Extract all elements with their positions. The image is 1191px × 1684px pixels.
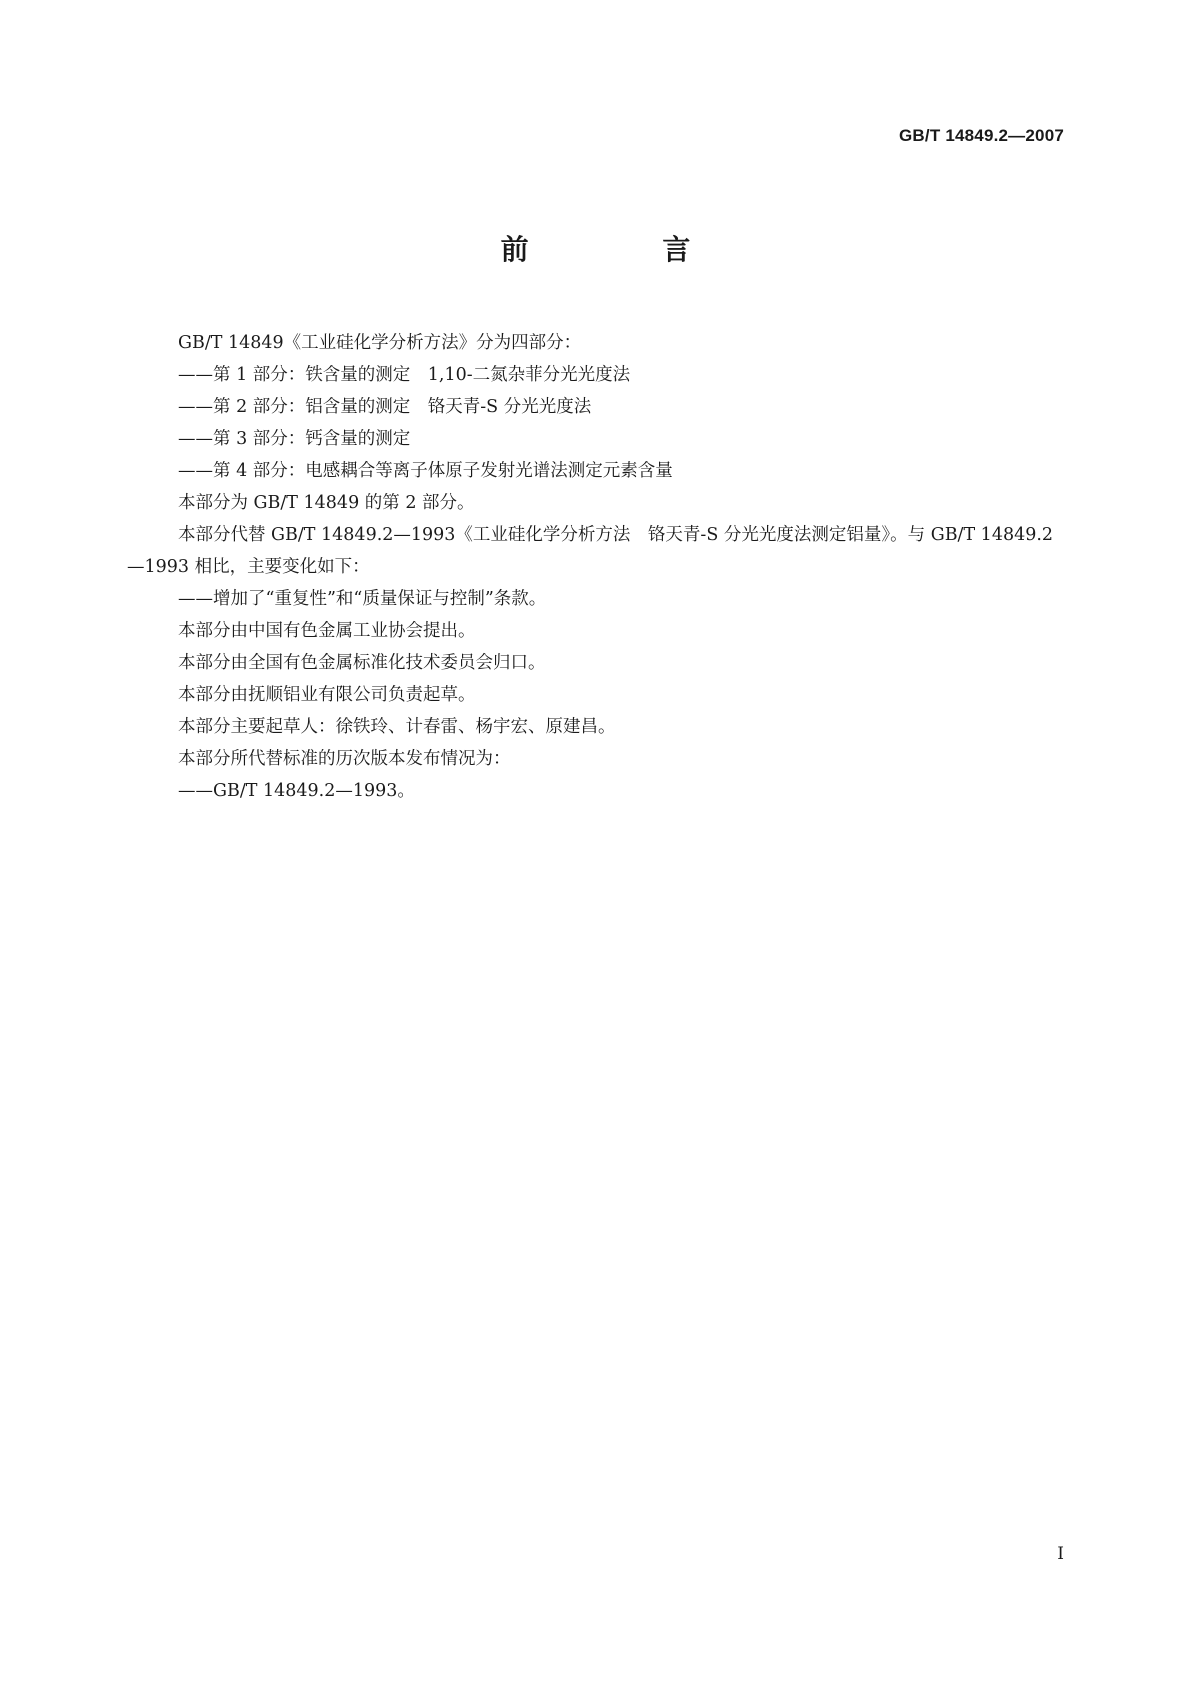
standard-code: GB/T 14849.2—2007	[899, 126, 1064, 145]
paragraph: 本部分代替 GB/T 14849.2—1993《工业硅化学分析方法 铬天青-S 分光光度法测定铝量》。与 GB/T 14849.2—1993 相比，主要变化如下：	[127, 525, 1054, 577]
list-item: ——第 4 部分：电感耦合等离子体原子发射光谱法测定元素含量	[178, 461, 673, 481]
foreword-body	[127, 327, 1064, 807]
list-item: ——第 2 部分：铝含量的测定 铬天青-S 分光光度法	[178, 397, 592, 417]
paragraph: 本部分为 GB/T 14849 的第 2 部分。	[178, 493, 475, 513]
paragraph: 本部分由全国有色金属标准化技术委员会归口。	[178, 653, 546, 673]
page-title: 前 言	[500, 233, 753, 266]
list-item: ——第 3 部分：钙含量的测定	[178, 429, 411, 449]
page-number: I	[1057, 1544, 1064, 1564]
paragraph: 本部分由抚顺铝业有限公司负责起草。	[178, 685, 476, 705]
list-item: ——增加了“重复性”和“质量保证与控制”条款。	[178, 589, 547, 609]
paragraph: 本部分主要起草人：徐铁玲、计春雷、杨宇宏、原建昌。	[178, 717, 616, 737]
paragraph: 本部分所代替标准的历次版本发布情况为：	[178, 749, 511, 769]
list-item: ——GB/T 14849.2—1993。	[178, 781, 415, 801]
list-item: ——第 1 部分：铁含量的测定 1,10-二氮杂菲分光光度法	[178, 365, 631, 385]
paragraph: 本部分由中国有色金属工业协会提出。	[178, 621, 476, 641]
paragraph: GB/T 14849《工业硅化学分析方法》分为四部分：	[178, 333, 582, 353]
